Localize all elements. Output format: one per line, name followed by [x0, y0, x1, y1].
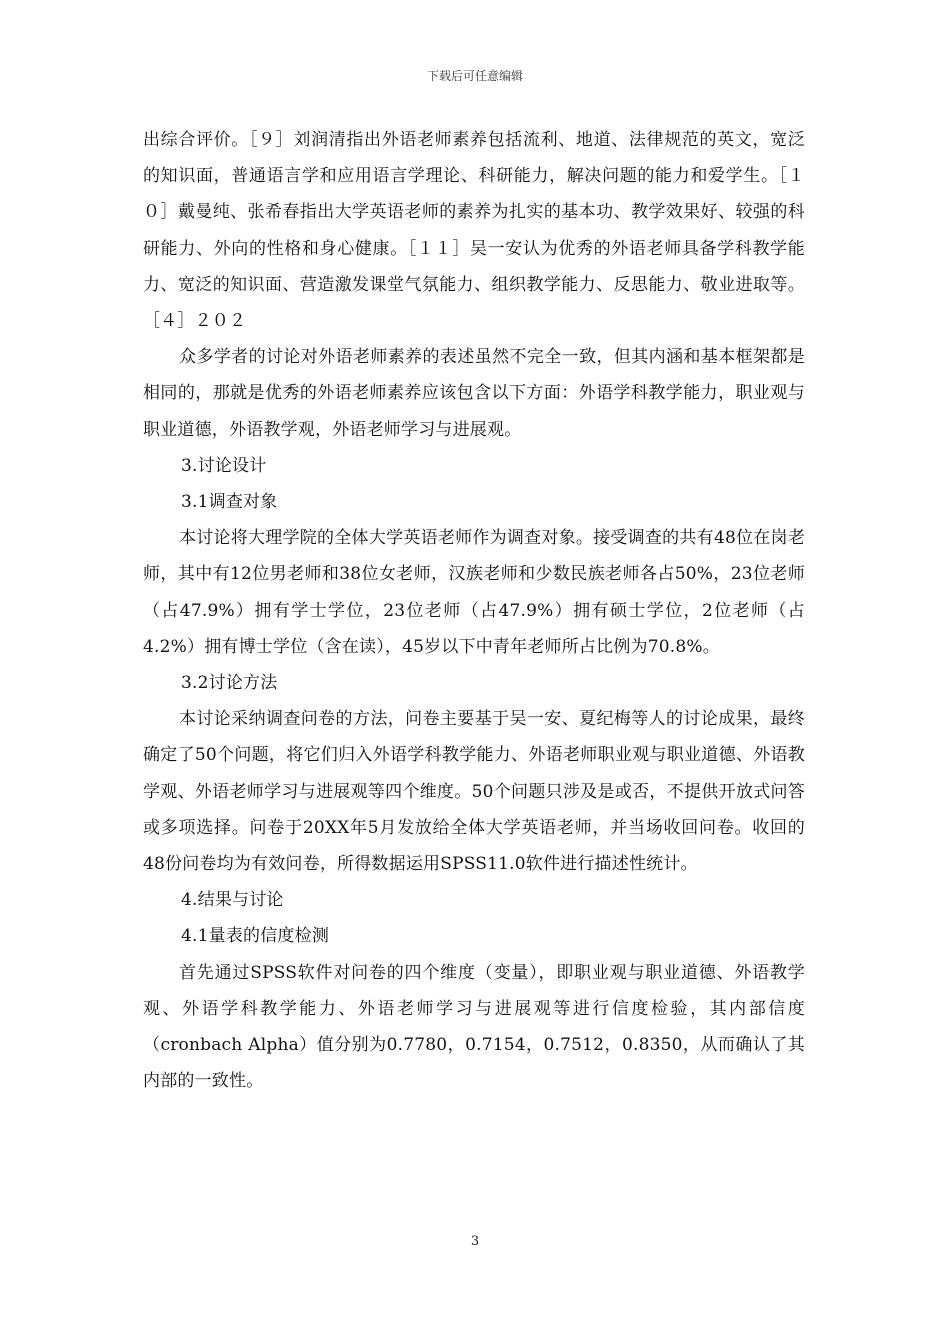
page-number: 3 [470, 1234, 480, 1249]
paragraph-literature-review: 出综合评价。［９］刘润清指出外语老师素养包括流利、地道、法律规范的英文，宽泛的知识面，普通语言学和应用语言学理论、科研能力，解决问题的能力和爱学生。［１０］戴曼纯、张希春指出大学英语老师的素养为扎实的基本功、教学效果好、较强的科研能力、外向的性格和身心健康。［１１］吴一安认为优秀的外语老师具备学科教学能力、宽泛的知识面、营造激发课堂气氛能力、组织教学能力、反思能力、敬业进取等。［４］２０２ [143, 130, 805, 332]
section-heading-results: 4.结果与讨论 [181, 890, 284, 911]
paragraph-reliability: 首先通过SPSS软件对问卷的四个维度（变量），即职业观与职业道德、外语教学观、外语学科教学能力、外语老师学习与进展观等进行信度检验，其内部信度（cronbach Alpha）值分别为0.7780，0.7154，0.7512，0.8350，从而确认了其内部的一致性。 [143, 962, 805, 1092]
subsection-heading-reliability: 4.1量表的信度检测 [181, 926, 330, 947]
paragraph-subjects: 本讨论将大理学院的全体大学英语老师作为调查对象。接受调查的共有48位在岗老师，其中有12位男老师和38位女老师，汉族老师和少数民族老师各占50%，23位老师（占47.9%）拥有学士学位，23位老师（占47.9%）拥有硕士学位，2位老师（占4.2%）拥有博士学位（含在读），45岁以下中青年老师所占比例为70.8%。 [143, 528, 805, 657]
subsection-heading-subjects: 3.1调查对象 [181, 492, 278, 513]
document-body [143, 122, 805, 1099]
subsection-heading-method: 3.2讨论方法 [181, 673, 278, 694]
paragraph-method: 本讨论采纳调查问卷的方法，问卷主要基于吴一安、夏纪梅等人的讨论成果，最终确定了50个问题，将它们归入外语学科教学能力、外语老师职业观与职业道德、外语教学观、外语老师学习与进展观等四个维度。50个问题只涉及是或否，不提供开放式问答或多项选择。问卷于20XX年5月发放给全体大学英语老师，并当场收回问卷。收回的48份问卷均为有效问卷，所得数据运用SPSS11.0软件进行描述性统计。 [143, 709, 805, 875]
paragraph-summary: 众多学者的讨论对外语老师素养的表述虽然不完全一致，但其内涵和基本框架都是相同的，那就是优秀的外语老师素养应该包含以下方面：外语学科教学能力，职业观与职业道德，外语教学观，外语老师学习与进展观。 [143, 347, 805, 440]
section-heading-research-design: 3.讨论设计 [181, 455, 267, 476]
page-header: 下载后可任意编辑 [426, 69, 523, 83]
